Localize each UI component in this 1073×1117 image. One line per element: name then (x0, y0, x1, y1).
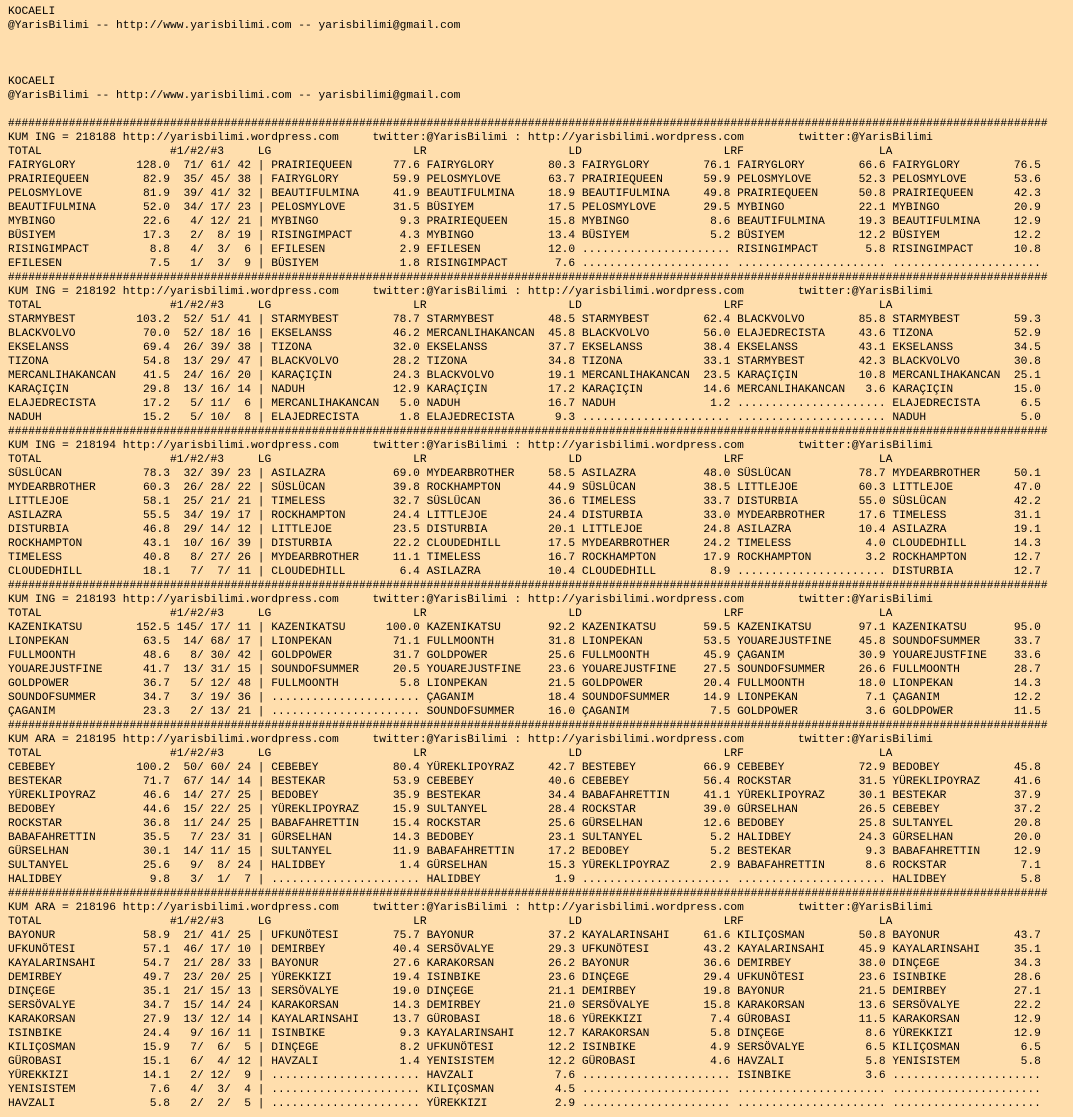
site-info: @YarisBilimi -- http://www.yarisbilimi.com -- yarisbilimi@gmail.com (8, 90, 461, 102)
race-header: KUM ARA = 218196 http://yarisbilimi.wordpress.com twitter:@YarisBilimi : http://yarisbilimi.wordpress.com twitter:@YarisBilimi (8, 902, 933, 914)
horse-row: YÜREKLIPOYRAZ 46.6 14/ 27/ 25 | BEDOBEY 35.9 BESTEKAR 34.4 BABAFAHRETTIN 41.1 YÜREKLIPOYRAZ 30.1 BESTEKAR 37.9 (8, 790, 1041, 802)
horse-row: YENISISTEM 7.6 4/ 3/ 4 | ...................... KILIÇOSMAN 4.5 ...................... ...................... ...................... (8, 1084, 1041, 1096)
horse-row: GÜROBASI 15.1 6/ 4/ 12 | HAVZALI 1.4 YENISISTEM 12.2 GÜROBASI 4.6 HAVZALI 5.8 YENISISTEM 5.8 (8, 1056, 1041, 1068)
horse-row: ROCKHAMPTON 43.1 10/ 16/ 39 | DISTURBIA 22.2 CLOUDEDHILL 17.5 MYDEARBROTHER 24.2 TIMELESS 4.0 CLOUDEDHILL 14.3 (8, 538, 1041, 550)
column-header: TOTAL #1/#2/#3 LG LR LD LRF LA (8, 748, 893, 760)
race-header: KUM ING = 218194 http://yarisbilimi.wordpress.com twitter:@YarisBilimi : http://yarisbilimi.wordpress.com twitter:@YarisBilimi (8, 440, 933, 452)
horse-row: BAYONUR 58.9 21/ 41/ 25 | UFKUNÖTESI 75.7 BAYONUR 37.2 KAYALARINSAHI 61.6 KILIÇOSMAN 50.8 BAYONUR 43.7 (8, 930, 1041, 942)
horse-row: GÜRSELHAN 30.1 14/ 11/ 15 | SULTANYEL 11.9 BABAFAHRETTIN 17.2 BEDOBEY 5.2 BESTEKAR 9.3 BABAFAHRETTIN 12.9 (8, 846, 1041, 858)
horse-row: PRAIRIEQUEEN 82.9 35/ 45/ 38 | FAIRYGLORY 59.9 PELOSMYLOVE 63.7 PRAIRIEQUEEN 59.9 PELOSMYLOVE 52.3 PELOSMYLOVE 53.6 (8, 174, 1041, 186)
horse-row: TIMELESS 40.8 8/ 27/ 26 | MYDEARBROTHER 11.1 TIMELESS 16.7 ROCKHAMPTON 17.9 ROCKHAMPTON 3.2 ROCKHAMPTON 12.7 (8, 552, 1041, 564)
horse-row: SULTANYEL 25.6 9/ 8/ 24 | HALIDBEY 1.4 GÜRSELHAN 15.3 YÜREKLIPOYRAZ 2.9 BABAFAHRETTIN 8.6 ROCKSTAR 7.1 (8, 860, 1041, 872)
horse-row: SOUNDOFSUMMER 34.7 3/ 19/ 36 | ...................... ÇAGANIM 18.4 SOUNDOFSUMMER 14.9 LIONPEKAN 7.1 ÇAGANIM 12.2 (8, 692, 1041, 704)
section-divider: ########################################################################################################################################################## (8, 888, 1048, 900)
horse-row: BLACKVOLVO 70.0 52/ 18/ 16 | EKSELANSS 46.2 MERCANLIHAKANCAN 45.8 BLACKVOLVO 56.0 ELAJEDRECISTA 43.6 TIZONA 52.9 (8, 328, 1041, 340)
city-title: KOCAELI (8, 76, 56, 88)
horse-row: ÇAGANIM 23.3 2/ 13/ 21 | ...................... SOUNDOFSUMMER 16.0 ÇAGANIM 7.5 GOLDPOWER 3.6 GOLDPOWER 11.5 (8, 706, 1041, 718)
horse-row: BÜSIYEM 17.3 2/ 8/ 19 | RISINGIMPACT 4.3 MYBINGO 13.4 BÜSIYEM 5.2 BÜSIYEM 12.2 BÜSIYEM 12.2 (8, 230, 1041, 242)
horse-row: RISINGIMPACT 8.8 4/ 3/ 6 | EFILESEN 2.9 EFILESEN 12.0 ...................... RISINGIMPACT 5.8 RISINGIMPACT 10.8 (8, 244, 1041, 256)
horse-row: STARMYBEST 103.2 52/ 51/ 41 | STARMYBEST 78.7 STARMYBEST 48.5 STARMYBEST 62.4 BLACKVOLVO 85.8 STARMYBEST 59.3 (8, 314, 1041, 326)
horse-row: FULLMOONTH 48.6 8/ 30/ 42 | GOLDPOWER 31.7 GOLDPOWER 25.6 FULLMOONTH 45.9 ÇAGANIM 30.9 YOUAREJUSTFINE 33.6 (8, 650, 1041, 662)
section-divider: ########################################################################################################################################################## (8, 272, 1048, 284)
horse-row: PELOSMYLOVE 81.9 39/ 41/ 32 | BEAUTIFULMINA 41.9 BEAUTIFULMINA 18.9 BEAUTIFULMINA 49.8 PRAIRIEQUEEN 50.8 PRAIRIEQUEEN 42.3 (8, 188, 1041, 200)
horse-row: BESTEKAR 71.7 67/ 14/ 14 | BESTEKAR 53.9 CEBEBEY 40.6 CEBEBEY 56.4 ROCKSTAR 31.5 YÜREKLIPOYRAZ 41.6 (8, 776, 1041, 788)
horse-row: KILIÇOSMAN 15.9 7/ 6/ 5 | DINÇEGE 8.2 UFKUNÖTESI 12.2 ISINBIKE 4.9 SERSÖVALYE 6.5 KILIÇOSMAN 6.5 (8, 1042, 1041, 1054)
horse-row: NADUH 15.2 5/ 10/ 8 | ELAJEDRECISTA 1.8 ELAJEDRECISTA 9.3 ...................... ...................... NADUH 5.0 (8, 412, 1041, 424)
blank-line (8, 47, 1073, 61)
horse-row: HAVZALI 5.8 2/ 2/ 5 | ...................... YÜREKKIZI 2.9 ...................... ...................... ...................... (8, 1098, 1041, 1110)
horse-row: MYDEARBROTHER 60.3 26/ 28/ 22 | SÜSLÜCAN 39.8 ROCKHAMPTON 44.9 SÜSLÜCAN 38.5 LITTLEJOE 60.3 LITTLEJOE 47.0 (8, 482, 1041, 494)
blank-line (8, 61, 1073, 75)
horse-row: EFILESEN 7.5 1/ 3/ 9 | BÜSIYEM 1.8 RISINGIMPACT 7.6 ...................... ...................... ...................... (8, 258, 1041, 270)
horse-row: KARAKORSAN 27.9 13/ 12/ 14 | KAYALARINSAHI 13.7 GÜROBASI 18.6 YÜREKKIZI 7.4 GÜROBASI 11.5 KARAKORSAN 12.9 (8, 1014, 1041, 1026)
section-divider: ########################################################################################################################################################## (8, 426, 1048, 438)
horse-row: LITTLEJOE 58.1 25/ 21/ 21 | TIMELESS 32.7 SÜSLÜCAN 36.6 TIMELESS 33.7 DISTURBIA 55.0 SÜSLÜCAN 42.2 (8, 496, 1041, 508)
horse-row: LIONPEKAN 63.5 14/ 68/ 17 | LIONPEKAN 71.1 FULLMOONTH 31.8 LIONPEKAN 53.5 YOUAREJUSTFINE 45.8 SOUNDOFSUMMER 33.7 (8, 636, 1041, 648)
column-header: TOTAL #1/#2/#3 LG LR LD LRF LA (8, 608, 893, 620)
horse-row: CEBEBEY 100.2 50/ 60/ 24 | CEBEBEY 80.4 YÜREKLIPOYRAZ 42.7 BESTEBEY 66.9 CEBEBEY 72.9 BEDOBEY 45.8 (8, 762, 1041, 774)
horse-row: DISTURBIA 46.8 29/ 14/ 12 | LITTLEJOE 23.5 DISTURBIA 20.1 LITTLEJOE 24.8 ASILAZRA 10.4 ASILAZRA 19.1 (8, 524, 1041, 536)
horse-row: TIZONA 54.8 13/ 29/ 47 | BLACKVOLVO 28.2 TIZONA 34.8 TIZONA 33.1 STARMYBEST 42.3 BLACKVOLVO 30.8 (8, 356, 1041, 368)
horse-row: MYBINGO 22.6 4/ 12/ 21 | MYBINGO 9.3 PRAIRIEQUEEN 15.8 MYBINGO 8.6 BEAUTIFULMINA 19.3 BEAUTIFULMINA 12.9 (8, 216, 1041, 228)
horse-row: ELAJEDRECISTA 17.2 5/ 11/ 6 | MERCANLIHAKANCAN 5.0 NADUH 16.7 NADUH 1.2 ...................... ELAJEDRECISTA 6.5 (8, 398, 1041, 410)
horse-row: ROCKSTAR 36.8 11/ 24/ 25 | BABAFAHRETTIN 15.4 ROCKSTAR 25.6 GÜRSELHAN 12.6 BEDOBEY 25.8 SULTANYEL 20.8 (8, 818, 1041, 830)
horse-row: DINÇEGE 35.1 21/ 15/ 13 | SERSÖVALYE 19.0 DINÇEGE 21.1 DEMIRBEY 19.8 BAYONUR 21.5 DEMIRBEY 27.1 (8, 986, 1041, 998)
horse-row: SERSÖVALYE 34.7 15/ 14/ 24 | KARAKORSAN 14.3 DEMIRBEY 21.0 SERSÖVALYE 15.8 KARAKORSAN 13.6 SERSÖVALYE 22.2 (8, 1000, 1041, 1012)
horse-row: CLOUDEDHILL 18.1 7/ 7/ 11 | CLOUDEDHILL 6.4 ASILAZRA 10.4 CLOUDEDHILL 8.9 ...................... DISTURBIA 12.7 (8, 566, 1041, 578)
race-header: KUM ING = 218188 http://yarisbilimi.wordpress.com twitter:@YarisBilimi : http://yarisbilimi.wordpress.com twitter:@YarisBilimi (8, 132, 933, 144)
horse-row: DEMIRBEY 49.7 23/ 20/ 25 | YÜREKKIZI 19.4 ISINBIKE 23.6 DINÇEGE 29.4 UFKUNÖTESI 23.6 ISINBIKE 28.6 (8, 972, 1041, 984)
horse-row: ISINBIKE 24.4 9/ 16/ 11 | ISINBIKE 9.3 KAYALARINSAHI 12.7 KARAKORSAN 5.8 DINÇEGE 8.6 YÜREKKIZI 12.9 (8, 1028, 1041, 1040)
blank-line (8, 103, 1073, 117)
race-header: KUM ARA = 218195 http://yarisbilimi.wordpress.com twitter:@YarisBilimi : http://yarisbilimi.wordpress.com twitter:@YarisBilimi (8, 734, 933, 746)
column-header: TOTAL #1/#2/#3 LG LR LD LRF LA (8, 454, 893, 466)
horse-row: FAIRYGLORY 128.0 71/ 61/ 42 | PRAIRIEQUEEN 77.6 FAIRYGLORY 80.3 FAIRYGLORY 76.1 FAIRYGLORY 66.6 FAIRYGLORY 76.5 (8, 160, 1041, 172)
horse-row: MERCANLIHAKANCAN 41.5 24/ 16/ 20 | KARAÇIÇIN 24.3 BLACKVOLVO 19.1 MERCANLIHAKANCAN 23.5 KARAÇIÇIN 10.8 MERCANLIHAKANCAN 25.1 (8, 370, 1041, 382)
horse-row: YÜREKKIZI 14.1 2/ 12/ 9 | ...................... HAVZALI 7.6 ...................... ISINBIKE 3.6 ...................... (8, 1070, 1041, 1082)
horse-row: HALIDBEY 9.8 3/ 1/ 7 | ...................... HALIDBEY 1.9 ...................... ...................... HALIDBEY 5.8 (8, 874, 1041, 886)
race-header: KUM ING = 218192 http://yarisbilimi.wordpress.com twitter:@YarisBilimi : http://yarisbilimi.wordpress.com twitter:@YarisBilimi (8, 286, 933, 298)
horse-row: UFKUNÖTESI 57.1 46/ 17/ 10 | DEMIRBEY 40.4 SERSÖVALYE 29.3 UFKUNÖTESI 43.2 KAYALARINSAHI 45.9 KAYALARINSAHI 35.1 (8, 944, 1041, 956)
race-header: KUM ING = 218193 http://yarisbilimi.wordpress.com twitter:@YarisBilimi : http://yarisbilimi.wordpress.com twitter:@YarisBilimi (8, 594, 933, 606)
blank-line (8, 33, 1073, 47)
horse-row: EKSELANSS 69.4 26/ 39/ 38 | TIZONA 32.0 EKSELANSS 37.7 EKSELANSS 38.4 EKSELANSS 43.1 EKSELANSS 34.5 (8, 342, 1041, 354)
horse-row: SÜSLÜCAN 78.3 32/ 39/ 23 | ASILAZRA 69.0 MYDEARBROTHER 58.5 ASILAZRA 48.0 SÜSLÜCAN 78.7 MYDEARBROTHER 50.1 (8, 468, 1041, 480)
section-divider: ########################################################################################################################################################## (8, 580, 1048, 592)
horse-row: BABAFAHRETTIN 35.5 7/ 23/ 31 | GÜRSELHAN 14.3 BEDOBEY 23.1 SULTANYEL 5.2 HALIDBEY 24.3 GÜRSELHAN 20.0 (8, 832, 1041, 844)
horse-row: KAZENIKATSU 152.5 145/ 17/ 11 | KAZENIKATSU 100.0 KAZENIKATSU 92.2 KAZENIKATSU 59.5 KAZENIKATSU 97.1 KAZENIKATSU 95.0 (8, 622, 1041, 634)
city-title: KOCAELI (8, 6, 56, 18)
column-header: TOTAL #1/#2/#3 LG LR LD LRF LA (8, 146, 893, 158)
horse-row: ASILAZRA 55.5 34/ 19/ 17 | ROCKHAMPTON 24.4 LITTLEJOE 24.4 DISTURBIA 33.0 MYDEARBROTHER 17.6 TIMELESS 31.1 (8, 510, 1041, 522)
section-divider: ########################################################################################################################################################## (8, 720, 1048, 732)
horse-row: KAYALARINSAHI 54.7 21/ 28/ 33 | BAYONUR 27.6 KARAKORSAN 26.2 BAYONUR 36.6 DEMIRBEY 38.0 DINÇEGE 34.3 (8, 958, 1041, 970)
horse-row: BEAUTIFULMINA 52.0 34/ 17/ 23 | PELOSMYLOVE 31.5 BÜSIYEM 17.5 PELOSMYLOVE 29.5 MYBINGO 22.1 MYBINGO 20.9 (8, 202, 1041, 214)
column-header: TOTAL #1/#2/#3 LG LR LD LRF LA (8, 916, 893, 928)
horse-row: KARAÇIÇIN 29.8 13/ 16/ 14 | NADUH 12.9 KARAÇIÇIN 17.2 KARAÇIÇIN 14.6 MERCANLIHAKANCAN 3.6 KARAÇIÇIN 15.0 (8, 384, 1041, 396)
horse-row: YOUAREJUSTFINE 41.7 13/ 31/ 15 | SOUNDOFSUMMER 20.5 YOUAREJUSTFINE 23.6 YOUAREJUSTFINE 27.5 SOUNDOFSUMMER 26.6 FULLMOONTH 28.7 (8, 664, 1041, 676)
column-header: TOTAL #1/#2/#3 LG LR LD LRF LA (8, 300, 893, 312)
site-info: @YarisBilimi -- http://www.yarisbilimi.com -- yarisbilimi@gmail.com (8, 20, 461, 32)
horse-row: GOLDPOWER 36.7 5/ 12/ 48 | FULLMOONTH 5.8 LIONPEKAN 21.5 GOLDPOWER 20.4 FULLMOONTH 18.0 LIONPEKAN 14.3 (8, 678, 1041, 690)
horse-row: BEDOBEY 44.6 15/ 22/ 25 | YÜREKLIPOYRAZ 15.9 SULTANYEL 28.4 ROCKSTAR 39.0 GÜRSELHAN 26.5 CEBEBEY 37.2 (8, 804, 1041, 816)
section-divider: ########################################################################################################################################################## (8, 118, 1048, 130)
